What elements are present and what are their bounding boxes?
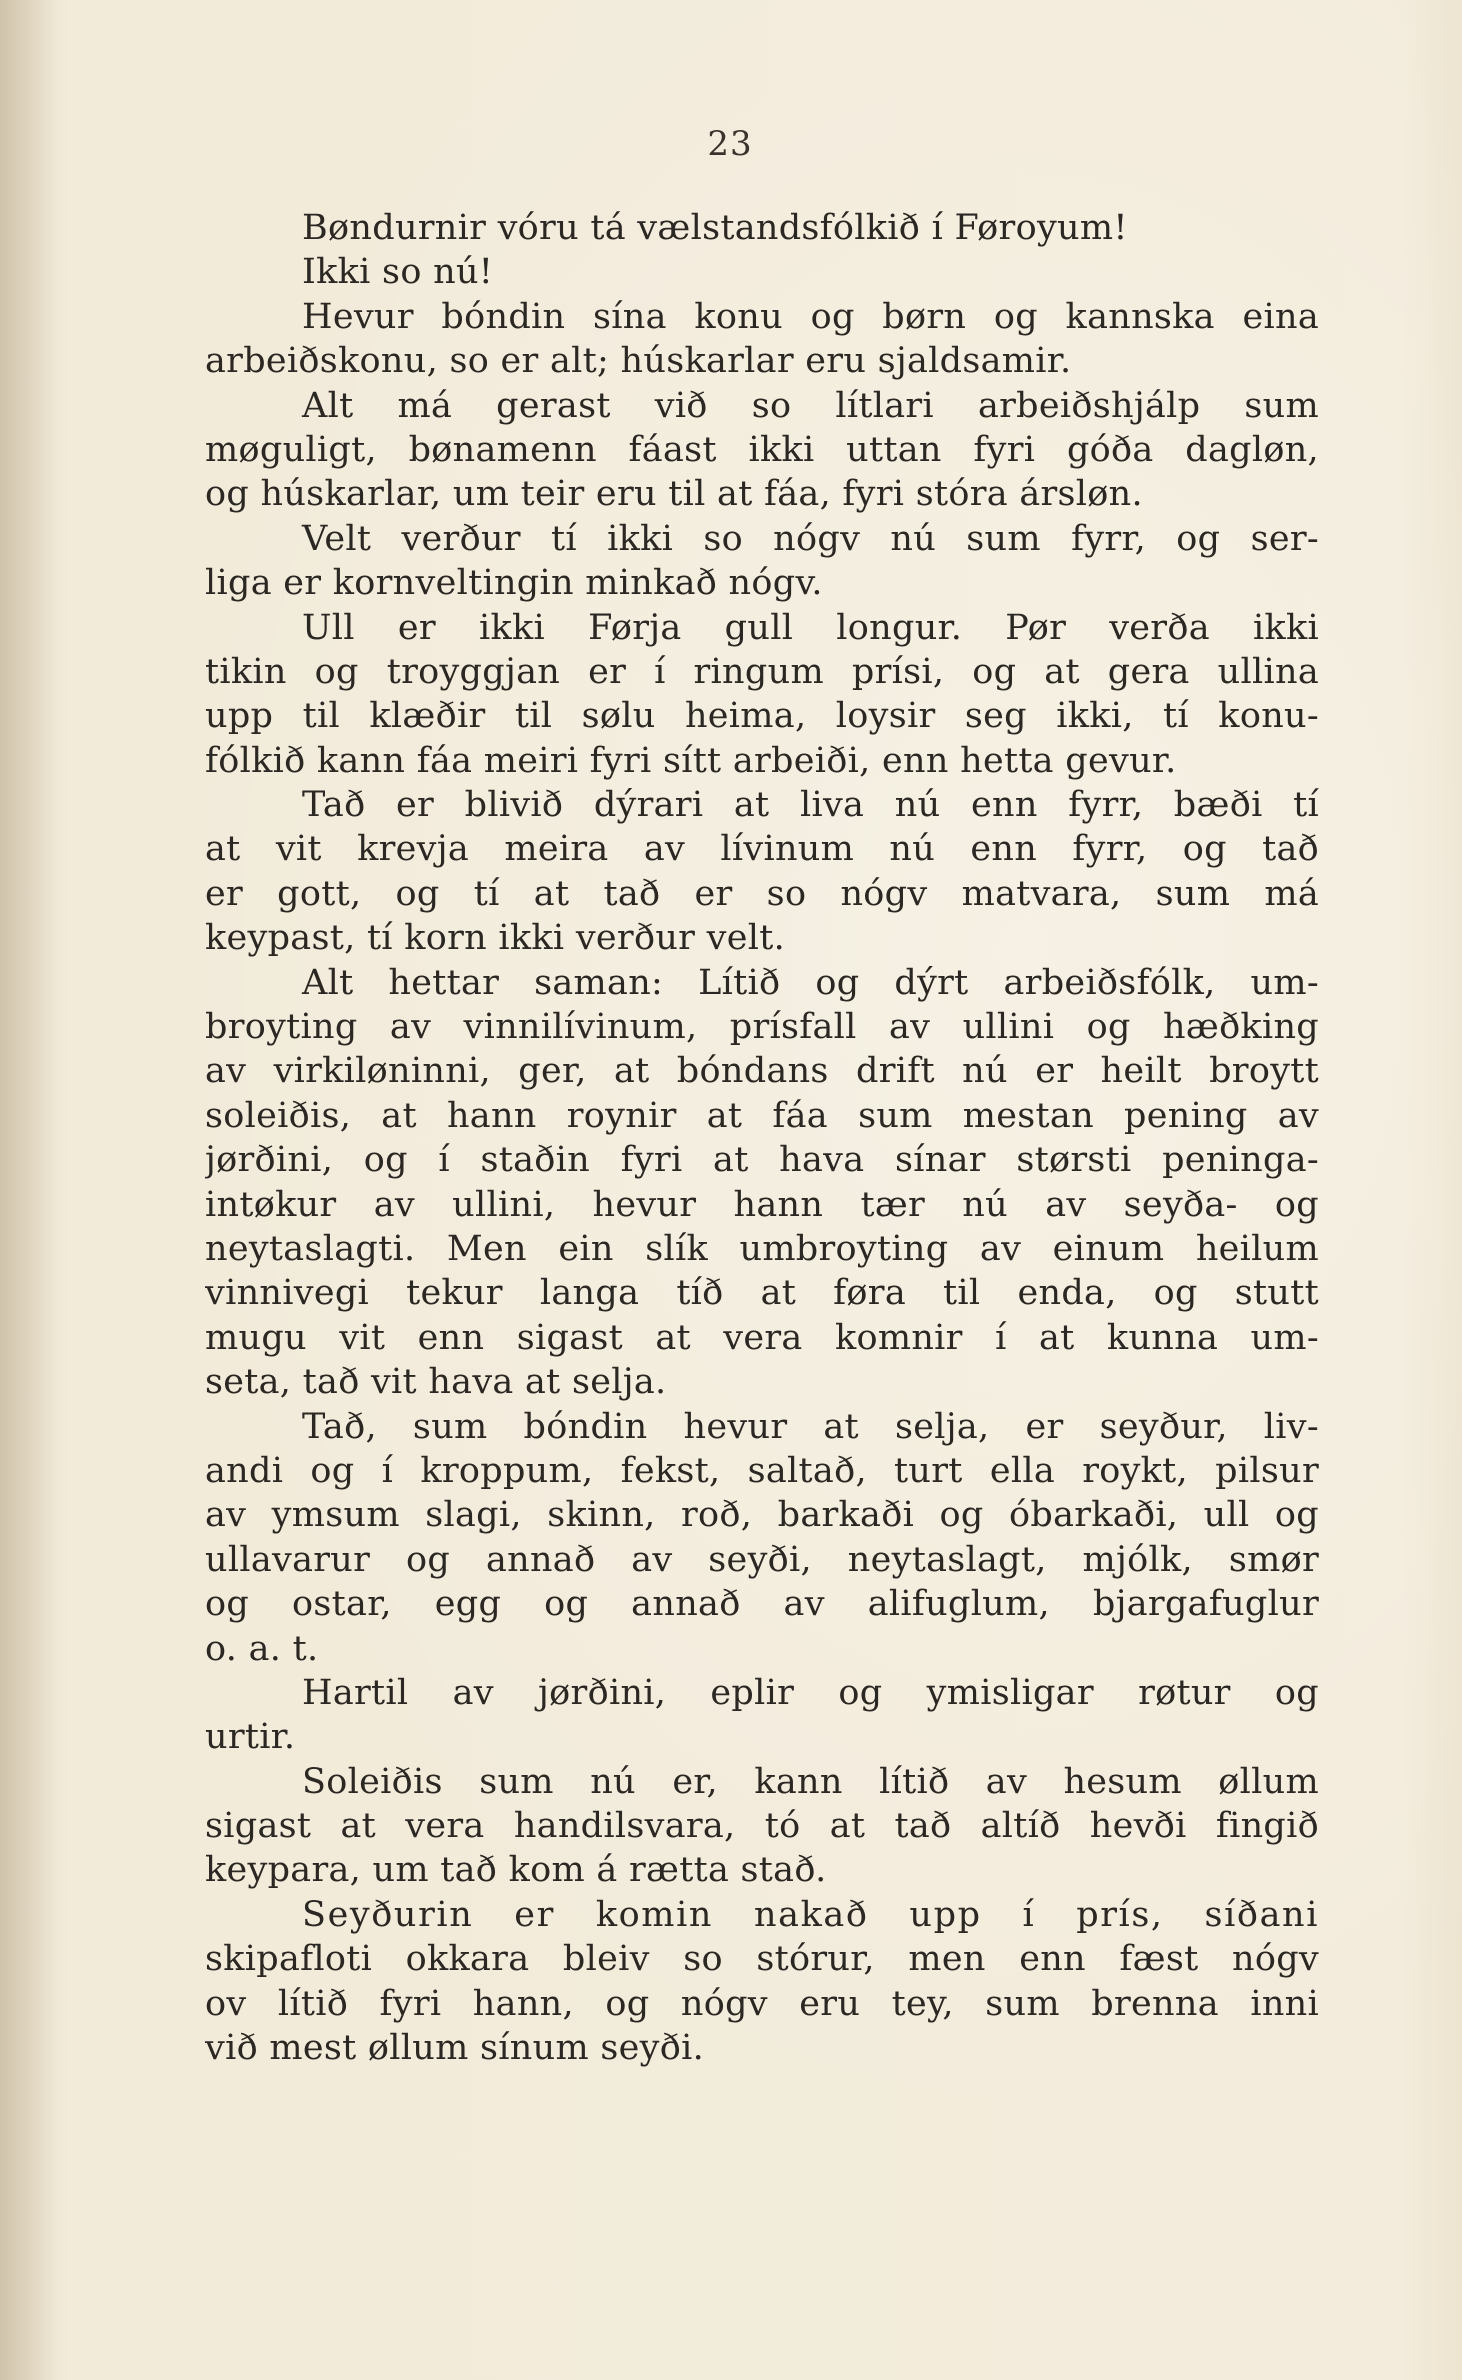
page-number: 23 [707,124,753,164]
text-line: soleiðis, at hann roynir at fáa sum mestan pening av [205,1095,1319,1136]
text-line: o. a. t. [205,1628,319,1669]
text-line: og húskarlar, um teir eru til at fáa, fyri stóra ársløn. [205,474,1143,515]
text-line: Ikki so nú! [302,252,494,293]
text-line: jørðini, og í staðin fyri at hava sínar størsti peninga- [205,1140,1319,1181]
text-line: urtir. [205,1717,296,1758]
text-line: broyting av vinnilívinum, prísfall av ullini og hæðking [205,1007,1319,1048]
text-line: ov lítið fyri hann, og nógv eru tey, sum brenna inni [205,1983,1319,2024]
text-line: vinnivegi tekur langa tíð at føra til enda, og stutt [205,1273,1319,1314]
text-line: intøkur av ullini, hevur hann tær nú av seyða- og [205,1184,1319,1225]
text-line: Soleiðis sum nú er, kann lítið av hesum øllum [302,1761,1319,1802]
text-line: at vit krevja meira av lívinum nú enn fyrr, og tað [205,829,1319,870]
text-line: við mest øllum sínum seyði. [205,2028,705,2069]
text-line: keypara, um tað kom á rætta stað. [205,1850,827,1891]
text-line: ullavarur og annað av seyði, neytaslagt, mjólk, smør [205,1539,1319,1580]
text-line: Hevur bóndin sína konu og børn og kannska eina [302,296,1319,337]
body-text [205,206,1319,2070]
text-line: fólkið kann fáa meiri fyri sítt arbeiði, enn hetta gevur. [205,740,1177,781]
text-line: Ull er ikki Førja gull longur. Pør verða ikki [302,607,1319,648]
text-line: arbeiðskonu, so er alt; húskarlar eru sjaldsamir. [205,341,1072,382]
text-line: liga er kornveltingin minkað nógv. [205,563,823,604]
text-line: er gott, og tí at tað er so nógv matvara, sum má [205,873,1319,914]
text-line: møguligt, bønamenn fáast ikki uttan fyri góða dagløn, [205,429,1319,470]
text-line: tikin og troyggjan er í ringum prísi, og at gera ullina [205,651,1319,692]
text-line: sigast at vera handilsvara, tó at tað altíð hevði fingið [205,1806,1319,1847]
text-line: skipafloti okkara bleiv so stórur, men enn fæst nógv [205,1939,1319,1980]
text-line: seta, tað vit hava at selja. [205,1362,667,1403]
text-line: keypast, tí korn ikki verður velt. [205,918,785,959]
text-line: Tað er blivið dýrari at liva nú enn fyrr, bæði tí [302,785,1319,826]
binding-edge [0,0,58,2380]
text-line: Alt má gerast við so lítlari arbeiðshjálp sum [302,385,1319,426]
text-line: andi og í kroppum, fekst, saltað, turt ella roykt, pilsur [205,1450,1319,1491]
text-line: mugu vit enn sigast at vera komnir í at kunna um- [205,1317,1319,1358]
text-line: Hartil av jørðini, eplir og ymisligar røtur og [302,1672,1319,1713]
text-line: upp til klæðir til sølu heima, loysir seg ikki, tí konu- [205,696,1319,737]
text-line: neytaslagti. Men ein slík umbroyting av einum heilum [205,1228,1319,1269]
text-line: Velt verður tí ikki so nógv nú sum fyrr, og ser- [302,518,1319,559]
text-line: av ymsum slagi, skinn, roð, barkaði og óbarkaði, ull og [205,1495,1319,1536]
text-line: Alt hettar saman: Lítið og dýrt arbeiðsfólk, um- [302,962,1319,1003]
text-line: Bøndurnir vóru tá vælstandsfólkið í Føroyum! [302,208,1128,248]
text-line: Seyðurin er komin nakað upp í prís, síðani [302,1894,1319,1935]
text-line: og ostar, egg og annað av alifuglum, bjargafuglur [205,1584,1319,1625]
text-line: Tað, sum bóndin hevur at selja, er seyður, liv- [302,1406,1319,1447]
text-line: av virkiløninni, ger, at bóndans drift nú er heilt broytt [205,1051,1319,1092]
